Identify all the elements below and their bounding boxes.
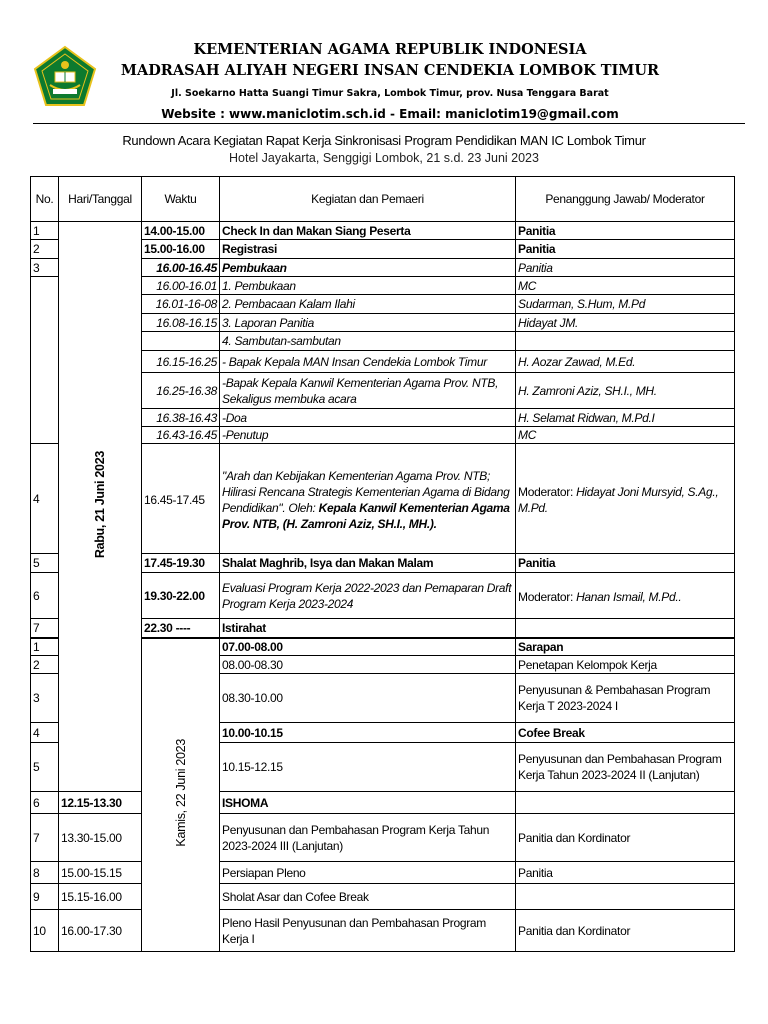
row-time: 16.25-16.38 xyxy=(142,373,220,409)
row-activity: 1. Pembukaan xyxy=(220,277,516,295)
table-row xyxy=(31,222,735,240)
row-pic: Panitia xyxy=(516,259,735,277)
row-pic xyxy=(516,792,735,814)
row-activity: 3. Laporan Panitia xyxy=(220,314,516,332)
row-activity: Sholat Asar dan Cofee Break xyxy=(220,884,516,910)
day-label: Rabu, 21 Juni 2023 xyxy=(93,451,107,559)
row-time: 10.15-12.15 xyxy=(220,743,516,792)
row-no: 1 xyxy=(31,638,59,656)
row-activity: Istirahat xyxy=(220,619,516,638)
row-activity: Penetapan Kelompok Kerja xyxy=(516,656,735,674)
row-no: 2 xyxy=(31,656,59,674)
row-time: 15.00-15.15 xyxy=(59,862,142,884)
row-no: 3 xyxy=(31,674,59,723)
row-pic xyxy=(516,332,735,351)
row-activity: - Bapak Kepala MAN Insan Cendekia Lombok Timur xyxy=(220,351,516,373)
moderator-name: Hidayat Joni Mursyid, S.Ag., M.Pd. xyxy=(518,484,719,515)
row-time: 19.30-22.00 xyxy=(142,573,220,619)
row-time: 16.45-17.45 xyxy=(142,444,220,554)
row-activity xyxy=(220,444,516,554)
table-row xyxy=(31,862,735,884)
row-time: 16.00-16.45 xyxy=(142,259,220,277)
row-time: 16.00-17.30 xyxy=(59,910,142,952)
table-row xyxy=(31,814,735,862)
row-pic: Panitia xyxy=(516,222,735,240)
row-pic: H. Aozar Zawad, M.Ed. xyxy=(516,351,735,373)
document-title: Rundown Acara Kegiatan Rapat Kerja Sinkronisasi Program Pendidikan MAN IC Lombok Timur xyxy=(122,133,646,148)
header-date: Hari/Tanggal xyxy=(59,177,142,222)
row-activity: Registrasi xyxy=(220,240,516,259)
row-pic: MC xyxy=(516,277,735,295)
row-time: 16.00-16.01 xyxy=(142,277,220,295)
row-activity: Persiapan Pleno xyxy=(220,862,516,884)
row-no: 5 xyxy=(31,554,59,573)
table-row xyxy=(31,884,735,910)
header-activity: Kegiatan dan Pemaeri xyxy=(220,177,516,222)
row-time: 16.08-16.15 xyxy=(142,314,220,332)
table-row xyxy=(31,792,735,814)
day-cell-2 xyxy=(142,638,220,952)
row-time: 10.00-10.15 xyxy=(220,723,516,743)
row-activity: Sarapan xyxy=(516,638,735,656)
row-pic xyxy=(516,619,735,638)
row-time: 16.01-16-08 xyxy=(142,295,220,314)
row-pic: Panitia dan Kordinator xyxy=(516,910,735,952)
row-activity: Pembukaan xyxy=(220,259,516,277)
day-cell-1 xyxy=(59,222,142,792)
header-pic: Penanggung Jawab/ Moderator xyxy=(516,177,735,222)
day-label: Kamis, 22 Juni 2023 xyxy=(173,739,188,848)
table-row xyxy=(31,910,735,952)
row-time: 16.38-16.43 xyxy=(142,409,220,427)
document-subtitle: Hotel Jayakarta, Senggigi Lombok, 21 s.d. 23 Juni 2023 xyxy=(229,151,539,165)
moderator-label: Moderator: xyxy=(518,484,577,499)
row-activity: Penyusunan dan Pembahasan Program Kerja Tahun 2023-2024 III (Lanjutan) xyxy=(220,814,516,862)
row-no: 1 xyxy=(31,222,59,240)
row-pic: Sudarman, S.Hum, M.Pd xyxy=(516,295,735,314)
row-activity: Cofee Break xyxy=(516,723,735,743)
letterhead xyxy=(0,0,768,126)
row-pic: MC xyxy=(516,427,735,444)
row-activity: Check In dan Makan Siang Peserta xyxy=(220,222,516,240)
row-no: 10 xyxy=(31,910,59,952)
row-time: 16.43-16.45 xyxy=(142,427,220,444)
row-time: 15.00-16.00 xyxy=(142,240,220,259)
row-no-empty xyxy=(31,277,59,444)
table-header-row xyxy=(31,177,735,222)
row-no: 7 xyxy=(31,814,59,862)
row-no: 5 xyxy=(31,743,59,792)
row-activity: -Bapak Kepala Kanwil Kementerian Agama Prov. NTB, Sekaligus membuka acara xyxy=(220,373,516,409)
row-pic: H. Selamat Ridwan, M.Pd.I xyxy=(516,409,735,427)
row-no: 6 xyxy=(31,573,59,619)
row-activity: 2. Pembacaan Kalam Ilahi xyxy=(220,295,516,314)
row-activity: Shalat Maghrib, Isya dan Makan Malam xyxy=(220,554,516,573)
row-no: 6 xyxy=(31,792,59,814)
keynote-speaker: Kepala Kanwil Kementerian Agama Prov. NTB, (H. Zamroni Aziz, SH.I., MH.). xyxy=(222,500,510,531)
row-pic xyxy=(516,444,735,554)
row-activity: ISHOMA xyxy=(220,792,516,814)
row-activity: Penyusunan dan Pembahasan Program Kerja Tahun 2023-2024 II (Lanjutan) xyxy=(516,743,735,792)
row-time: 13.30-15.00 xyxy=(59,814,142,862)
ministry-name: KEMENTERIAN AGAMA REPUBLIK INDONESIA xyxy=(193,41,587,58)
school-contact: Website : www.maniclotim.sch.id - Email: maniclotim19@gmail.com xyxy=(161,107,619,121)
letterhead-rule xyxy=(33,123,745,124)
row-activity: -Doa xyxy=(220,409,516,427)
row-pic: Hidayat JM. xyxy=(516,314,735,332)
moderator-name: Hanan Ismail, M.Pd.. xyxy=(576,589,682,604)
row-pic: Panitia xyxy=(516,862,735,884)
row-time: 08.30-10.00 xyxy=(220,674,516,723)
row-no: 9 xyxy=(31,884,59,910)
row-time: 08.00-08.30 xyxy=(220,656,516,674)
row-pic: Panitia dan Kordinator xyxy=(516,814,735,862)
row-time: 15.15-16.00 xyxy=(59,884,142,910)
row-activity: -Penutup xyxy=(220,427,516,444)
row-pic: Panitia xyxy=(516,554,735,573)
row-pic: Panitia xyxy=(516,240,735,259)
row-no: 4 xyxy=(31,444,59,554)
header-no: No. xyxy=(31,177,59,222)
row-no: 3 xyxy=(31,259,59,277)
row-no: 2 xyxy=(31,240,59,259)
school-address: Jl. Soekarno Hatta Suangi Timur Sakra, Lombok Timur, prov. Nusa Tenggara Barat xyxy=(171,88,609,99)
row-time: 17.45-19.30 xyxy=(142,554,220,573)
moderator-label: Moderator: xyxy=(518,589,577,604)
school-name: MADRASAH ALIYAH NEGERI INSAN CENDEKIA LOMBOK TIMUR xyxy=(120,62,660,79)
row-time: 07.00-08.00 xyxy=(220,638,516,656)
row-time xyxy=(142,332,220,351)
row-time: 16.15-16.25 xyxy=(142,351,220,373)
kemenag-logo xyxy=(33,45,97,109)
header-time: Waktu xyxy=(142,177,220,222)
rundown-table xyxy=(30,176,735,952)
row-pic xyxy=(516,884,735,910)
row-time: 22.30 ---- xyxy=(142,619,220,638)
row-pic: H. Zamroni Aziz, SH.I., MH. xyxy=(516,373,735,409)
row-activity: Penyusunan & Pembahasan Program Kerja T 2023-2024 I xyxy=(516,674,735,723)
row-activity: Pleno Hasil Penyusunan dan Pembahasan Program Kerja I xyxy=(220,910,516,952)
row-time: 14.00-15.00 xyxy=(142,222,220,240)
row-activity: Evaluasi Program Kerja 2022-2023 dan Pemaparan Draft Program Kerja 2023-2024 xyxy=(220,573,516,619)
row-no: 4 xyxy=(31,723,59,743)
row-time: 12.15-13.30 xyxy=(59,792,142,814)
keynote-topic: "Arah dan Kebijakan Kementerian Agama Prov. NTB; Hilirasi Rencana Strategis Kementerian Agama di Bidang Pendidikan". Oleh: xyxy=(222,468,510,515)
row-activity: 4. Sambutan-sambutan xyxy=(220,332,516,351)
row-no: 8 xyxy=(31,862,59,884)
row-pic xyxy=(516,573,735,619)
row-no: 7 xyxy=(31,619,59,638)
